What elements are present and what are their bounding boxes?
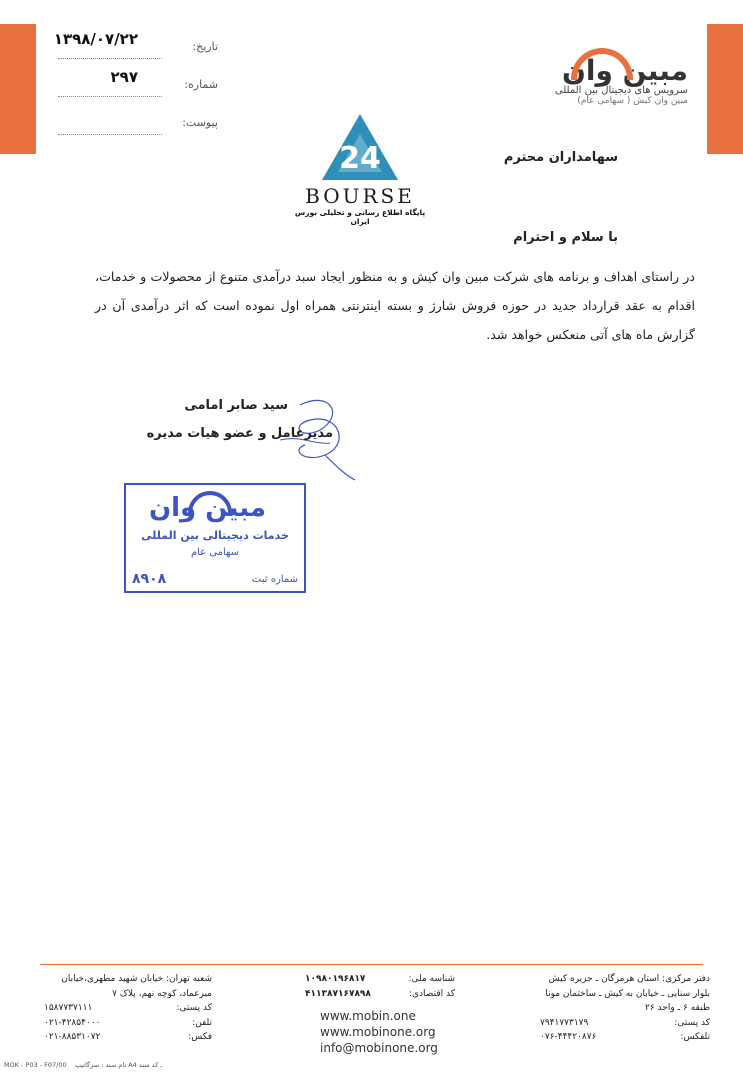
brand-tagline: سرویس های دیجیتال بین المللی bbox=[554, 85, 688, 96]
hq-fax-value: ۰۷۶-۴۴۴۲۰۸۷۶ bbox=[540, 1032, 597, 1042]
greeting: با سلام و احترام bbox=[513, 230, 618, 245]
bourse-word: BOURSE bbox=[305, 184, 415, 208]
national-id bbox=[305, 972, 455, 987]
left-orange-bar bbox=[0, 24, 36, 154]
website-2[interactable]: www.mobinone.org bbox=[320, 1025, 436, 1039]
number-dotted-line bbox=[58, 96, 162, 97]
national-id-label: شناسه ملی: bbox=[408, 974, 455, 984]
date-dotted-line bbox=[58, 58, 162, 59]
bourse-triangle-icon bbox=[320, 112, 400, 182]
number-label: شماره: bbox=[184, 78, 218, 91]
tehran-phone-value: ۰۲۱-۴۲۸۵۴۰۰۰ bbox=[44, 1017, 101, 1028]
footer-hq bbox=[540, 972, 710, 1045]
svg-text:24: 24 bbox=[339, 141, 381, 176]
hq-line2: بلوار سنایی ـ خیابان به کیش ـ ساختمان مونا bbox=[545, 988, 710, 999]
mobinone-logo bbox=[538, 40, 688, 106]
stamp-line2: سهامی عام bbox=[190, 547, 240, 558]
email-link[interactable]: info@mobinone.org bbox=[320, 1041, 438, 1055]
tehran-postal-value: ۱۵۸۷۷۳۷۱۱۱ bbox=[44, 1003, 93, 1013]
stamp-reg-label: شماره ثبت bbox=[251, 574, 298, 585]
tehran-postal-label: کد پستی: bbox=[176, 1003, 212, 1013]
stamp-line1: خدمات دیجیتالی بین المللی bbox=[141, 529, 289, 542]
letter-meta bbox=[53, 28, 218, 142]
form-note-text: نام سند : سرگاتیپ A4 ـ کد سند bbox=[74, 1061, 163, 1069]
brand-subtitle: مبین وان کیش ( سهامی عام) bbox=[577, 96, 688, 106]
date-value: ۱۳۹۸/۰۷/۲۲ bbox=[53, 30, 138, 48]
date-label: تاریخ: bbox=[192, 40, 218, 53]
form-code bbox=[4, 1061, 162, 1069]
attachment-label: پیوست: bbox=[182, 116, 218, 129]
form-code-text: MOK - P03 - F07/00 bbox=[4, 1061, 67, 1069]
footer-ids bbox=[305, 972, 455, 1001]
economic-code-label: کد اقتصادی: bbox=[408, 988, 455, 999]
tehran-line1: شعبه تهران: خیابان شهید مطهری،خیابان bbox=[61, 974, 212, 984]
tehran-fax bbox=[44, 1030, 212, 1045]
right-orange-bar bbox=[707, 24, 743, 154]
tehran-fax-label: فکس: bbox=[188, 1032, 212, 1042]
tehran-phone bbox=[44, 1016, 212, 1031]
bourse-caption: پایگاه اطلاع رسانی و تحلیلی بورس ایران bbox=[294, 208, 426, 226]
hq-postal-label: کد پستی: bbox=[674, 1017, 710, 1028]
stamp-reg-number: ۸۹۰۸ bbox=[132, 571, 167, 587]
date-row bbox=[53, 28, 218, 66]
brand-name: مبین وان bbox=[561, 54, 688, 87]
hq-fax-label: تلفکس: bbox=[680, 1032, 710, 1042]
economic-code-value: ۴۱۱۳۸۷۱۶۷۸۹۸ bbox=[305, 988, 371, 999]
footer-divider bbox=[40, 964, 703, 965]
hq-postal bbox=[540, 1016, 710, 1031]
footer-tehran bbox=[44, 972, 212, 1045]
attachment-dotted-line bbox=[58, 134, 162, 135]
number-row bbox=[58, 66, 218, 104]
company-stamp bbox=[124, 483, 306, 593]
footer-web bbox=[320, 1008, 438, 1056]
hq-postal-value: ۷۹۴۱۷۷۳۱۷۹ bbox=[540, 1017, 589, 1028]
recipient: سهامداران محترم bbox=[503, 150, 618, 165]
signer-name: سید صابر امامی bbox=[184, 398, 288, 413]
website-1[interactable]: www.mobin.one bbox=[320, 1009, 416, 1023]
brand-arc-icon bbox=[571, 48, 633, 80]
bourse24-logo bbox=[290, 112, 430, 226]
tehran-fax-value: ۰۲۱-۸۸۵۳۱۰۷۲ bbox=[44, 1032, 101, 1042]
national-id-value: ۱۰۹۸۰۱۹۶۸۱۷ bbox=[305, 974, 366, 984]
letter-body: در راستای اهداف و برنامه های شرکت مبین وان کیش و به منظور ایجاد سبد درآمدی متنوع از محصولات و خدمات، اقدام به عقد قرارداد جدید در حوزه فروش شارژ و بسته اینترنتی همراه اول نموده است که اثر درآمدی آن در گزارش ماه های آتی منعکس خواهد شد. bbox=[95, 269, 695, 342]
stamp-logo: مبین وان bbox=[148, 493, 266, 523]
hq-fax bbox=[540, 1030, 710, 1045]
economic-code bbox=[305, 987, 455, 1002]
hq-line1: دفتر مرکزی: استان هرمزگان ـ جزیره کیش bbox=[548, 974, 710, 984]
number-value: ۲۹۷ bbox=[110, 68, 138, 86]
tehran-postal bbox=[44, 1001, 212, 1016]
hq-line3: طبقه ۶ ـ واحد ۲۶ bbox=[645, 1003, 710, 1013]
tehran-line2: میرعماد، کوچه نهم، پلاک ۷ bbox=[112, 988, 212, 999]
attachment-row bbox=[58, 104, 218, 142]
tehran-phone-label: تلفن: bbox=[192, 1017, 212, 1028]
signer-title: مدیرعامل و عضو هیات مدیره bbox=[146, 426, 333, 441]
